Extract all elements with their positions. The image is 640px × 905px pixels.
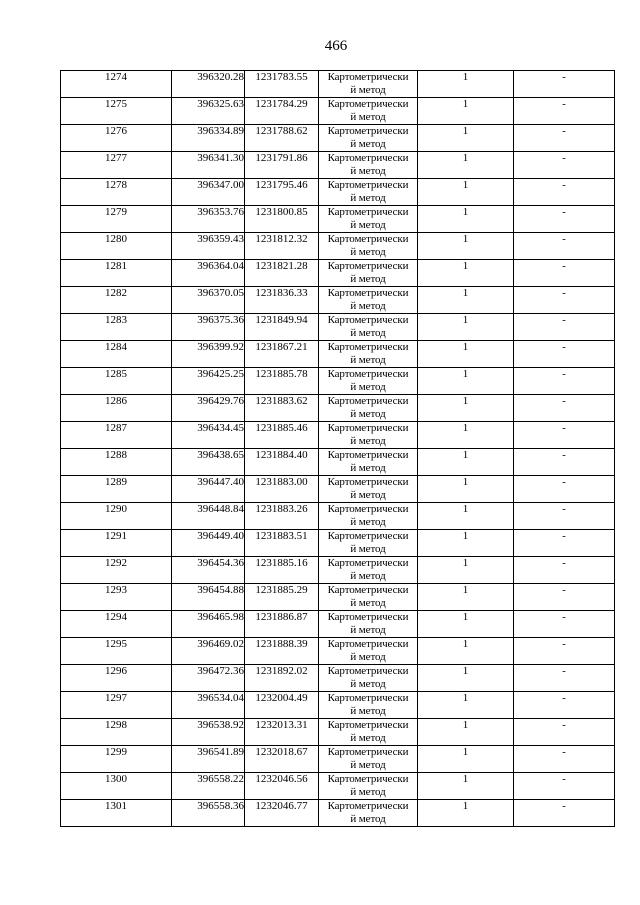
note-cell: - [514, 422, 615, 449]
accuracy-cell: 1 [418, 665, 514, 692]
method-cell [319, 665, 418, 692]
method-text-line-2: й метод [350, 111, 386, 123]
point-number-cell: 1298 [61, 719, 172, 746]
y-coordinate-cell: 1231883.51 [245, 530, 319, 557]
method-text-line-2: й метод [350, 84, 386, 96]
accuracy-cell: 1 [418, 125, 514, 152]
point-number-cell: 1291 [61, 530, 172, 557]
note-cell: - [514, 557, 615, 584]
method-text-line-1: Картометрически [327, 611, 409, 623]
method-text-line-2: й метод [350, 219, 386, 231]
y-coordinate-cell: 1231886.87 [245, 611, 319, 638]
accuracy-cell: 1 [418, 476, 514, 503]
table-row [61, 98, 615, 125]
accuracy-cell: 1 [418, 260, 514, 287]
x-coordinate-cell: 396425.25 [172, 368, 245, 395]
method-cell [319, 260, 418, 287]
accuracy-cell: 1 [418, 800, 514, 827]
accuracy-cell: 1 [418, 152, 514, 179]
y-coordinate-cell: 1232046.77 [245, 800, 319, 827]
x-coordinate-cell: 396538.92 [172, 719, 245, 746]
y-coordinate-cell: 1231884.40 [245, 449, 319, 476]
table-row [61, 125, 615, 152]
x-coordinate-cell: 396334.89 [172, 125, 245, 152]
x-coordinate-cell: 396375.36 [172, 314, 245, 341]
accuracy-cell: 1 [418, 503, 514, 530]
method-cell [319, 287, 418, 314]
note-cell: - [514, 179, 615, 206]
method-cell [319, 584, 418, 611]
method-cell [319, 773, 418, 800]
note-cell: - [514, 368, 615, 395]
method-cell [319, 206, 418, 233]
y-coordinate-cell: 1231885.78 [245, 368, 319, 395]
y-coordinate-cell: 1232046.56 [245, 773, 319, 800]
method-cell [319, 98, 418, 125]
point-number-cell: 1276 [61, 125, 172, 152]
method-cell [319, 368, 418, 395]
method-text-line-2: й метод [350, 705, 386, 717]
x-coordinate-cell: 396472.36 [172, 665, 245, 692]
method-text-line-2: й метод [350, 300, 386, 312]
table-row [61, 395, 615, 422]
method-cell [319, 611, 418, 638]
y-coordinate-cell: 1231885.16 [245, 557, 319, 584]
accuracy-cell: 1 [418, 206, 514, 233]
x-coordinate-cell: 396541.89 [172, 746, 245, 773]
note-cell: - [514, 530, 615, 557]
table-row [61, 746, 615, 773]
y-coordinate-cell: 1232004.49 [245, 692, 319, 719]
accuracy-cell: 1 [418, 530, 514, 557]
method-text-line-2: й метод [350, 813, 386, 825]
y-coordinate-cell: 1231883.00 [245, 476, 319, 503]
point-number-cell: 1286 [61, 395, 172, 422]
point-number-cell: 1289 [61, 476, 172, 503]
y-coordinate-cell: 1231885.46 [245, 422, 319, 449]
method-text-line-2: й метод [350, 651, 386, 663]
method-cell [319, 638, 418, 665]
x-coordinate-cell: 396399.92 [172, 341, 245, 368]
table-row [61, 611, 615, 638]
accuracy-cell: 1 [418, 71, 514, 98]
method-text-line-2: й метод [350, 327, 386, 339]
y-coordinate-cell: 1231821.28 [245, 260, 319, 287]
method-cell [319, 395, 418, 422]
method-cell [319, 692, 418, 719]
method-cell [319, 314, 418, 341]
note-cell: - [514, 503, 615, 530]
method-cell [319, 557, 418, 584]
coordinates-table [60, 70, 615, 827]
y-coordinate-cell: 1231836.33 [245, 287, 319, 314]
note-cell: - [514, 719, 615, 746]
x-coordinate-cell: 396454.88 [172, 584, 245, 611]
note-cell: - [514, 260, 615, 287]
note-cell: - [514, 665, 615, 692]
table-row [61, 476, 615, 503]
table-row [61, 314, 615, 341]
point-number-cell: 1280 [61, 233, 172, 260]
method-cell [319, 233, 418, 260]
y-coordinate-cell: 1232018.67 [245, 746, 319, 773]
x-coordinate-cell: 396364.04 [172, 260, 245, 287]
note-cell: - [514, 152, 615, 179]
accuracy-cell: 1 [418, 719, 514, 746]
table-row [61, 530, 615, 557]
table-row [61, 179, 615, 206]
method-text-line-1: Картометрически [327, 368, 409, 380]
x-coordinate-cell: 396320.28 [172, 71, 245, 98]
method-text-line-2: й метод [350, 381, 386, 393]
method-text-line-1: Картометрически [327, 98, 409, 110]
page-number: 466 [324, 38, 348, 54]
point-number-cell: 1287 [61, 422, 172, 449]
note-cell: - [514, 395, 615, 422]
method-text-line-2: й метод [350, 786, 386, 798]
note-cell: - [514, 206, 615, 233]
table-row [61, 719, 615, 746]
point-number-cell: 1278 [61, 179, 172, 206]
method-text-line-2: й метод [350, 462, 386, 474]
x-coordinate-cell: 396447.40 [172, 476, 245, 503]
method-text-line-1: Картометрически [327, 395, 409, 407]
method-text-line-2: й метод [350, 246, 386, 258]
x-coordinate-cell: 396465.98 [172, 611, 245, 638]
x-coordinate-cell: 396449.40 [172, 530, 245, 557]
table-row [61, 773, 615, 800]
method-cell [319, 449, 418, 476]
table-row [61, 233, 615, 260]
method-text-line-1: Картометрически [327, 638, 409, 650]
point-number-cell: 1282 [61, 287, 172, 314]
accuracy-cell: 1 [418, 287, 514, 314]
method-cell [319, 179, 418, 206]
method-text-line-2: й метод [350, 165, 386, 177]
x-coordinate-cell: 396558.22 [172, 773, 245, 800]
point-number-cell: 1283 [61, 314, 172, 341]
method-cell [319, 800, 418, 827]
method-text-line-2: й метод [350, 435, 386, 447]
point-number-cell: 1288 [61, 449, 172, 476]
method-text-line-1: Картометрически [327, 287, 409, 299]
method-text-line-2: й метод [350, 759, 386, 771]
x-coordinate-cell: 396469.02 [172, 638, 245, 665]
x-coordinate-cell: 396558.36 [172, 800, 245, 827]
accuracy-cell: 1 [418, 233, 514, 260]
table-row [61, 800, 615, 827]
table-row [61, 368, 615, 395]
method-text-line-1: Картометрически [327, 665, 409, 677]
method-text-line-1: Картометрически [327, 314, 409, 326]
method-text-line-2: й метод [350, 192, 386, 204]
point-number-cell: 1297 [61, 692, 172, 719]
method-text-line-2: й метод [350, 543, 386, 555]
accuracy-cell: 1 [418, 746, 514, 773]
note-cell: - [514, 125, 615, 152]
y-coordinate-cell: 1231885.29 [245, 584, 319, 611]
table-row [61, 692, 615, 719]
method-text-line-1: Картометрически [327, 719, 409, 731]
method-cell [319, 341, 418, 368]
y-coordinate-cell: 1231783.55 [245, 71, 319, 98]
y-coordinate-cell: 1232013.31 [245, 719, 319, 746]
table-row [61, 260, 615, 287]
y-coordinate-cell: 1231892.02 [245, 665, 319, 692]
method-text-line-2: й метод [350, 489, 386, 501]
accuracy-cell: 1 [418, 395, 514, 422]
x-coordinate-cell: 396534.04 [172, 692, 245, 719]
y-coordinate-cell: 1231791.86 [245, 152, 319, 179]
table-row [61, 422, 615, 449]
method-text-line-1: Картометрически [327, 422, 409, 434]
y-coordinate-cell: 1231795.46 [245, 179, 319, 206]
x-coordinate-cell: 396448.84 [172, 503, 245, 530]
point-number-cell: 1274 [61, 71, 172, 98]
method-text-line-1: Картометрически [327, 71, 409, 83]
method-text-line-2: й метод [350, 138, 386, 150]
accuracy-cell: 1 [418, 341, 514, 368]
point-number-cell: 1295 [61, 638, 172, 665]
method-cell [319, 422, 418, 449]
method-text-line-2: й метод [350, 678, 386, 690]
point-number-cell: 1281 [61, 260, 172, 287]
y-coordinate-cell: 1231867.21 [245, 341, 319, 368]
note-cell: - [514, 287, 615, 314]
method-text-line-1: Картометрически [327, 746, 409, 758]
x-coordinate-cell: 396359.43 [172, 233, 245, 260]
note-cell: - [514, 584, 615, 611]
x-coordinate-cell: 396353.76 [172, 206, 245, 233]
point-number-cell: 1284 [61, 341, 172, 368]
y-coordinate-cell: 1231788.62 [245, 125, 319, 152]
method-text-line-1: Картометрически [327, 773, 409, 785]
method-cell [319, 125, 418, 152]
method-text-line-2: й метод [350, 354, 386, 366]
note-cell: - [514, 98, 615, 125]
note-cell: - [514, 71, 615, 98]
note-cell: - [514, 611, 615, 638]
method-text-line-2: й метод [350, 516, 386, 528]
y-coordinate-cell: 1231849.94 [245, 314, 319, 341]
x-coordinate-cell: 396438.65 [172, 449, 245, 476]
method-text-line-1: Картометрически [327, 503, 409, 515]
accuracy-cell: 1 [418, 422, 514, 449]
method-text-line-1: Картометрически [327, 260, 409, 272]
note-cell: - [514, 638, 615, 665]
point-number-cell: 1279 [61, 206, 172, 233]
point-number-cell: 1296 [61, 665, 172, 692]
point-number-cell: 1301 [61, 800, 172, 827]
table-row [61, 152, 615, 179]
table-row [61, 665, 615, 692]
method-cell [319, 503, 418, 530]
point-number-cell: 1292 [61, 557, 172, 584]
method-cell [319, 719, 418, 746]
x-coordinate-cell: 396454.36 [172, 557, 245, 584]
x-coordinate-cell: 396429.76 [172, 395, 245, 422]
note-cell: - [514, 773, 615, 800]
accuracy-cell: 1 [418, 368, 514, 395]
method-text-line-2: й метод [350, 273, 386, 285]
table-row [61, 71, 615, 98]
accuracy-cell: 1 [418, 611, 514, 638]
method-text-line-1: Картометрически [327, 584, 409, 596]
method-text-line-2: й метод [350, 624, 386, 636]
point-number-cell: 1299 [61, 746, 172, 773]
method-text-line-2: й метод [350, 732, 386, 744]
note-cell: - [514, 746, 615, 773]
accuracy-cell: 1 [418, 557, 514, 584]
y-coordinate-cell: 1231784.29 [245, 98, 319, 125]
note-cell: - [514, 692, 615, 719]
method-text-line-2: й метод [350, 408, 386, 420]
x-coordinate-cell: 396341.30 [172, 152, 245, 179]
method-text-line-2: й метод [350, 570, 386, 582]
method-text-line-1: Картометрически [327, 530, 409, 542]
x-coordinate-cell: 396434.45 [172, 422, 245, 449]
note-cell: - [514, 341, 615, 368]
method-text-line-1: Картометрически [327, 206, 409, 218]
accuracy-cell: 1 [418, 773, 514, 800]
method-cell [319, 746, 418, 773]
point-number-cell: 1277 [61, 152, 172, 179]
point-number-cell: 1290 [61, 503, 172, 530]
method-text-line-1: Картометрически [327, 692, 409, 704]
method-cell [319, 152, 418, 179]
x-coordinate-cell: 396370.05 [172, 287, 245, 314]
point-number-cell: 1285 [61, 368, 172, 395]
method-text-line-1: Картометрически [327, 125, 409, 137]
note-cell: - [514, 314, 615, 341]
accuracy-cell: 1 [418, 98, 514, 125]
table-row [61, 287, 615, 314]
table-row [61, 503, 615, 530]
accuracy-cell: 1 [418, 638, 514, 665]
accuracy-cell: 1 [418, 692, 514, 719]
table-row [61, 584, 615, 611]
method-text-line-1: Картометрически [327, 800, 409, 812]
method-text-line-1: Картометрически [327, 476, 409, 488]
x-coordinate-cell: 396347.00 [172, 179, 245, 206]
table-row [61, 341, 615, 368]
method-cell [319, 71, 418, 98]
y-coordinate-cell: 1231888.39 [245, 638, 319, 665]
method-text-line-2: й метод [350, 597, 386, 609]
method-text-line-1: Картометрически [327, 179, 409, 191]
note-cell: - [514, 476, 615, 503]
note-cell: - [514, 800, 615, 827]
y-coordinate-cell: 1231800.85 [245, 206, 319, 233]
method-text-line-1: Картометрически [327, 152, 409, 164]
note-cell: - [514, 449, 615, 476]
table-row [61, 557, 615, 584]
accuracy-cell: 1 [418, 179, 514, 206]
accuracy-cell: 1 [418, 584, 514, 611]
x-coordinate-cell: 396325.63 [172, 98, 245, 125]
y-coordinate-cell: 1231883.26 [245, 503, 319, 530]
note-cell: - [514, 233, 615, 260]
table-row [61, 206, 615, 233]
accuracy-cell: 1 [418, 314, 514, 341]
method-text-line-1: Картометрически [327, 341, 409, 353]
method-text-line-1: Картометрически [327, 449, 409, 461]
point-number-cell: 1275 [61, 98, 172, 125]
point-number-cell: 1300 [61, 773, 172, 800]
coordinates-table-body [61, 71, 615, 827]
y-coordinate-cell: 1231883.62 [245, 395, 319, 422]
method-cell [319, 476, 418, 503]
point-number-cell: 1294 [61, 611, 172, 638]
method-cell [319, 530, 418, 557]
y-coordinate-cell: 1231812.32 [245, 233, 319, 260]
accuracy-cell: 1 [418, 449, 514, 476]
point-number-cell: 1293 [61, 584, 172, 611]
method-text-line-1: Картометрически [327, 557, 409, 569]
table-row [61, 638, 615, 665]
table-row [61, 449, 615, 476]
method-text-line-1: Картометрически [327, 233, 409, 245]
